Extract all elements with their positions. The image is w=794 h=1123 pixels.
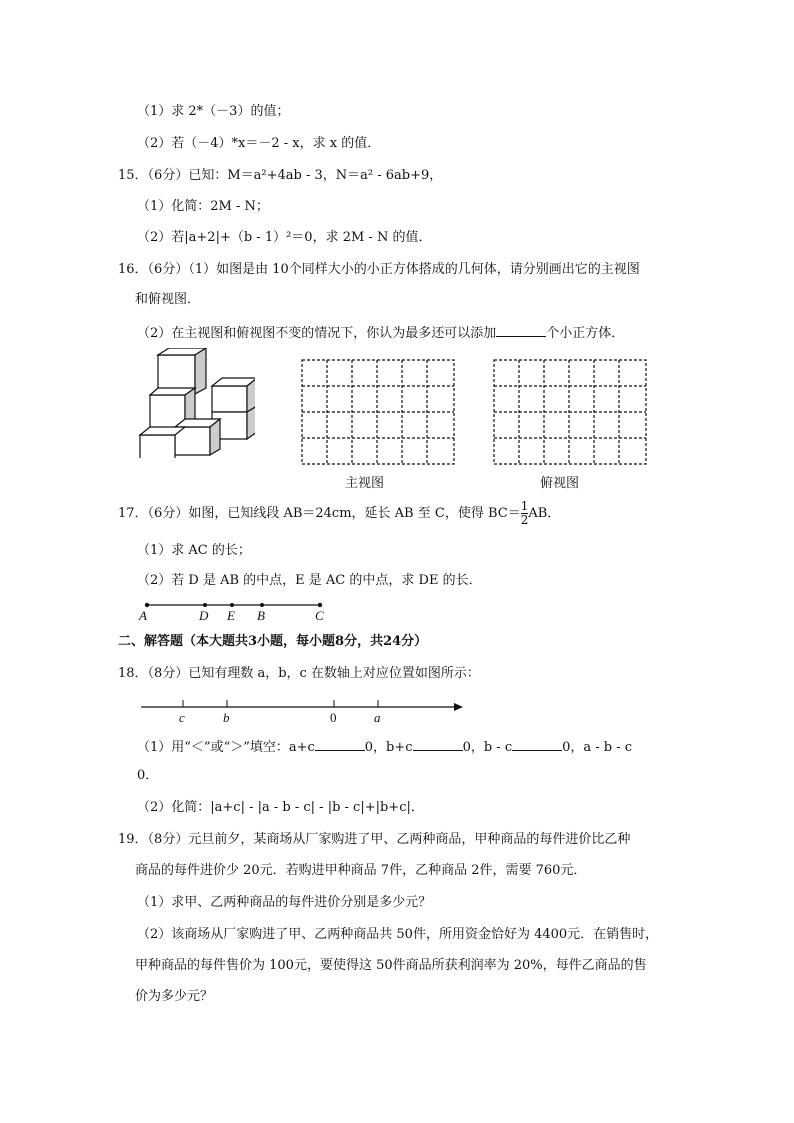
answer-blank-2[interactable]: [413, 738, 463, 751]
q18-part1-end: 0．: [137, 768, 159, 783]
q16-stem-2: 和俯视图．: [135, 292, 201, 307]
arrow-icon: [454, 703, 463, 711]
q18-part1-text-4: 0，a - b - c: [562, 740, 633, 755]
q15-stem: 15．（6分）已知：M＝a²+4ab - 3，N＝a² - 6ab+9，: [118, 168, 443, 183]
q17-stem: [118, 500, 560, 528]
answer-blank-3[interactable]: [512, 738, 562, 751]
fraction-denominator: 2: [520, 513, 529, 527]
point-label-d: D: [199, 608, 209, 623]
point-label-c: C: [315, 608, 324, 623]
fraction-numerator: 1: [520, 499, 529, 513]
axis-label-a: a: [374, 710, 381, 725]
front-view-grid[interactable]: [300, 358, 460, 468]
number-line: [138, 696, 468, 726]
q16-stem-1: 16．（6分）（1）如图是由 10个同样大小的小正方体搭成的几何体，请分别画出它的主视图: [118, 262, 640, 277]
q14-part1: （1）求 2*（－3）的值；: [137, 104, 290, 119]
q16-part2: [137, 324, 624, 342]
q16-part2-text-end: 个小正方体．: [546, 326, 625, 341]
q17-stem-text: 17．（6分）如图，已知线段 AB＝24cm，延长 AB 至 C，使得 BC＝: [118, 506, 521, 521]
q19-stem-1: 19．（8分）元旦前夕，某商场从厂家购进了甲、乙两种商品，甲种商品的每件进价比乙种: [118, 832, 631, 847]
answer-blank-1[interactable]: [315, 738, 365, 751]
q18-part1: [137, 738, 632, 756]
q19-stem-2: 商品的每件进价少 20元．若购进甲种商品 7件，乙种商品 2件，需要 760元．: [135, 863, 587, 878]
q15-part1: （1）化简：2M - N；: [137, 199, 269, 214]
q19-part2-3: 价为多少元？: [135, 989, 214, 1004]
cube-solid-figure: [135, 348, 255, 458]
q17-part1: （1）求 AC 的长；: [137, 543, 251, 558]
answer-blank[interactable]: [496, 324, 546, 337]
segment-diagram: [135, 598, 335, 626]
point-label-e: E: [227, 608, 235, 623]
axis-label-zero: 0: [330, 710, 337, 725]
section-heading: 二、解答题（本大题共3小题，每小题8分，共24分）: [118, 634, 428, 649]
axis-label-b: b: [223, 710, 230, 725]
top-view-caption: 俯视图: [540, 476, 580, 491]
q18-stem: 18．（8分）已知有理数 a，b，c 在数轴上对应位置如图所示：: [118, 666, 480, 681]
q14-part2: （2）若（－4）*x＝－2 - x，求 x 的值．: [137, 136, 381, 151]
q15-part2: （2）若|a+2|+（b - 1）²＝0，求 2M - N 的值．: [137, 230, 432, 245]
q19-part1: （1）求甲、乙两种商品的每件进价分别是多少元？: [137, 895, 432, 910]
point-label-a: A: [139, 608, 147, 623]
q17-stem-end: AB．: [528, 506, 561, 521]
front-view-caption: 主视图: [345, 476, 385, 491]
q18-part1-text: （1）用“＜”或“＞”填空：a+c: [137, 740, 315, 755]
q17-part2: （2）若 D 是 AB 的中点，E 是 AC 的中点，求 DE 的长．: [137, 573, 482, 588]
axis-label-c: c: [179, 710, 185, 725]
q19-part2-2: 甲种商品的每件售价为 100元，要使得这 50件商品所获利润率为 20%，每件乙商品的售: [135, 958, 647, 973]
q18-part1-text-3: 0，b - c: [462, 740, 513, 755]
q19-part2-1: （2）该商场从厂家购进了甲、乙两种商品共 50件，所用资金恰好为 4400元．在销售时，: [137, 927, 659, 942]
q18-part1-text-2: 0，b+c: [364, 740, 413, 755]
top-view-grid[interactable]: [492, 358, 652, 468]
point-label-b: B: [257, 608, 265, 623]
q18-part2: （2）化简：|a+c| - |a - b - c| - |b - c|+|b+c|．: [137, 800, 424, 815]
q16-part2-text: （2）在主视图和俯视图不变的情况下，你认为最多还可以添加: [137, 326, 497, 341]
